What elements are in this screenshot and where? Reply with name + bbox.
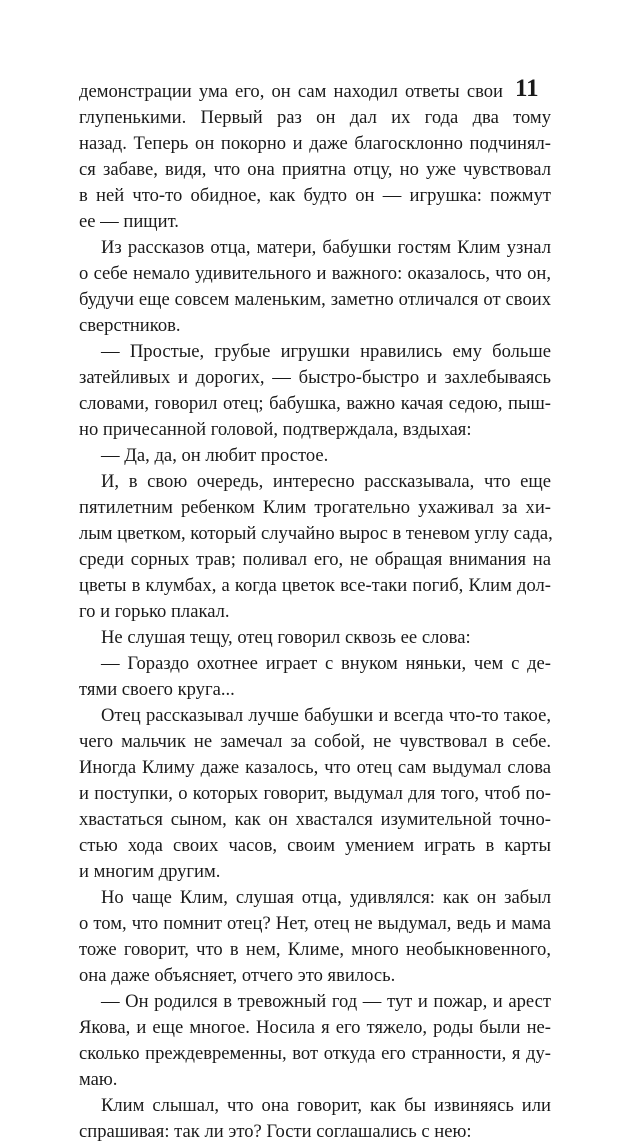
text-line: тями своего круга... [79,679,235,700]
text-line: и многим другим. [79,861,221,882]
text-line: назад. Теперь он покорно и даже благосклонно подчинял- [79,133,551,154]
text-line: — Да, да, он любит простое. [101,445,329,466]
text-line: сколько преждевременны, вот откуда его странности, я ду- [79,1043,551,1064]
text-line: в ней что-то обидное, как будто он — игрушка: пожмут [79,185,551,206]
text-line: ее — пищит. [79,211,179,232]
text-line: демонстрации ума его, он сам находил ответы свои [79,81,503,102]
text-line: лым цветком, который случайно вырос в теневом углу сада, [79,523,553,544]
text-line: го и горько плакал. [79,601,230,622]
text-line: спрашивая: так ли это? Гости соглашались с нею: [79,1121,472,1142]
text-line: и поступки, о которых говорит, выдумал для того, чтоб по- [79,783,551,804]
text-line: сверстников. [79,315,181,336]
text-line: Клим слышал, что она говорит, как бы извиняясь или [101,1095,551,1116]
text-line: Отец рассказывал лучше бабушки и всегда что-то такое, [101,705,551,726]
text-line: Но чаще Клим, слушая отца, удивлялся: как он забыл [101,887,551,908]
text-line: она даже объясняет, отчего это явилось. [79,965,396,986]
text-line: но причесанной головой, подтверждала, вздыхая: [79,419,472,440]
text-line: хвастаться сыном, как он хвастался изумительной точно- [79,809,551,830]
text-line: — Гораздо охотнее играет с внуком няньки, чем с де- [101,653,551,674]
text-line: о том, что помнит отец? Нет, отец не выдумал, ведь и мама [79,913,551,934]
text-line: глупенькими. Первый раз он дал их года два тому [79,107,551,128]
text-line: цветы в клумбах, а когда цветок все-таки погиб, Клим дол- [79,575,551,596]
text-line: Не слушая тещу, отец говорил сквозь ее слова: [101,627,471,648]
text-line: маю. [79,1069,118,1090]
text-line: будучи еще совсем маленьким, заметно отличался от своих [79,289,551,310]
text-line: — Простые, грубые игрушки нравились ему больше [101,341,551,362]
text-line: — Он родился в тревожный год — тут и пожар, и арест [101,991,551,1012]
text-line: словами, говорил отец; бабушка, важно качая седою, пыш- [79,393,551,414]
text-line: чего мальчик не замечал за собой, не чувствовал в себе. [79,731,551,752]
text-line: стью хода своих часов, своим умением играть в карты [79,835,551,856]
text-line: тоже говорит, что в нем, Климе, много необыкновенного, [79,939,551,960]
text-line: Иногда Климу даже казалось, что отец сам выдумал слова [79,757,551,778]
body-text [79,79,551,1145]
text-line: И, в свою очередь, интересно рассказывала, что еще [101,471,551,492]
text-line: о себе немало удивительного и важного: оказалось, что он, [79,263,551,284]
page-number: 11 [515,75,539,102]
text-line: ся забаве, видя, что она приятна отцу, но уже чувствовал [79,159,551,180]
text-line: пятилетним ребенком Клим трогательно ухаживал за хи- [79,497,551,518]
text-line: среди сорных трав; поливал его, не обращая внимания на [79,549,551,570]
text-line: Из рассказов отца, матери, бабушки гостям Клим узнал [101,237,551,258]
text-line: Якова, и еще многое. Носила я его тяжело, роды были не- [79,1017,551,1038]
text-line: затейливых и дорогих, — быстро-быстро и захлебываясь [79,367,551,388]
